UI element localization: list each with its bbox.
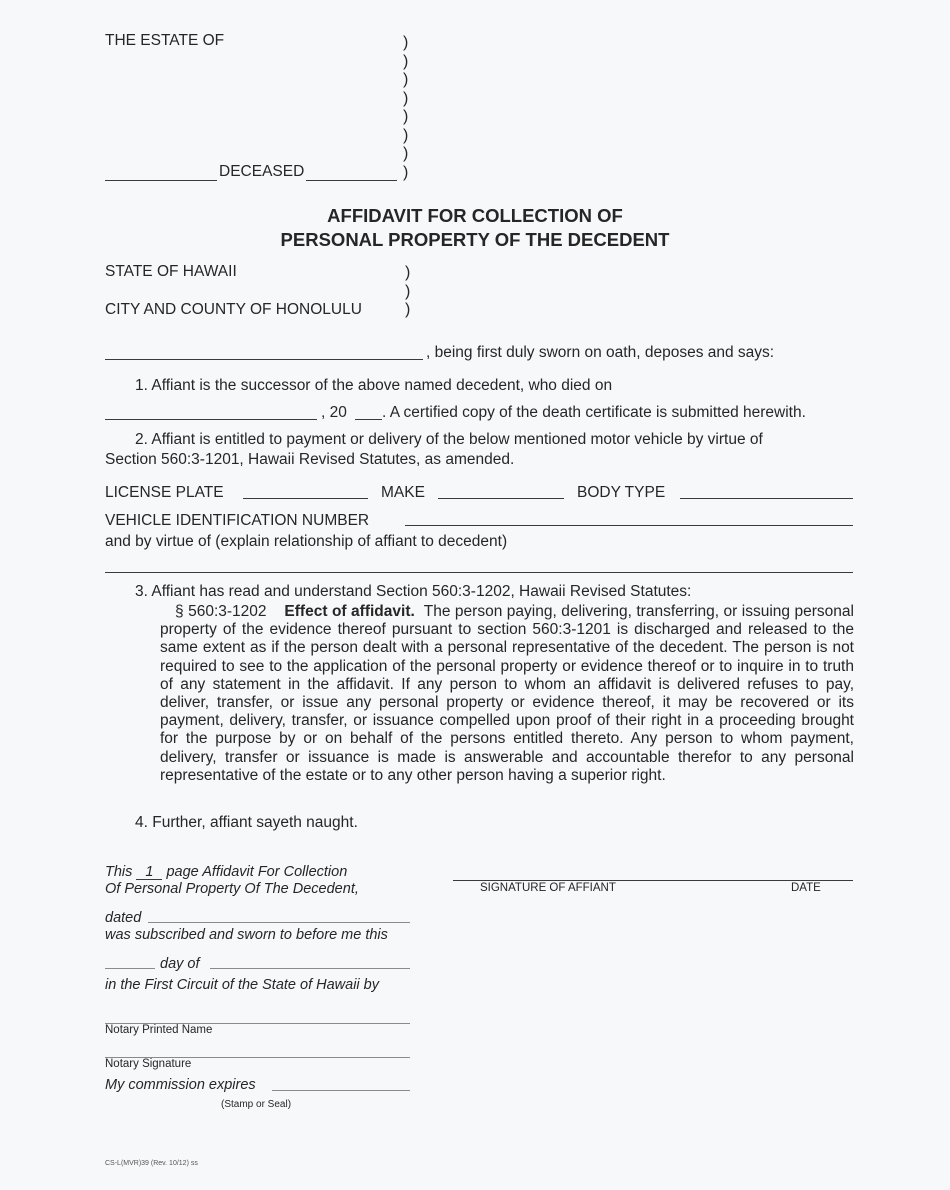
make-line[interactable] bbox=[438, 498, 564, 499]
notary-signature-label: Notary Signature bbox=[105, 1058, 192, 1070]
item-1-text: 1. Affiant is the successor of the above named decedent, who died on bbox=[135, 377, 613, 394]
page-count: 1 bbox=[136, 866, 162, 880]
item-2-text: 2. Affiant is entitled to payment or delivery of the below mentioned motor vehicle by virtue of bbox=[135, 431, 763, 448]
day-of-label: day of bbox=[160, 956, 200, 972]
dated-line[interactable] bbox=[148, 922, 410, 923]
oath-text: , being first duly sworn on oath, deposes and says: bbox=[426, 344, 775, 361]
estate-label: THE ESTATE OF bbox=[105, 32, 225, 49]
license-plate-line[interactable] bbox=[243, 498, 368, 499]
certificate-text: . A certified copy of the death certificate is submitted herewith. bbox=[382, 404, 806, 421]
item-3-text: 3. Affiant has read and understand Section 560:3-1202, Hawaii Revised Statutes: bbox=[135, 583, 692, 600]
sworn-text: was subscribed and sworn to before me this bbox=[105, 927, 388, 943]
statute-body: The person paying, delivering, transferring, or issuing personal property of the evidence thereof pursuant to section 560:3-1201 is discharged and released to the same extent as if the person dealt with a personal representative of the decedent. The person is not required to see to the application of the personal property or evidence thereof or to inquire in to truth of any statement in the affidavit. If any person to whom an affidavit is delivered refuses to pay, deliver, transfer, or issue any personal property or evidence thereof, it may be recovered or its payment, delivery, transfer, or issuance compelled upon proof of their right in a proceeding brought for the purpose by or on behalf of the persons entitled thereto. Any person to whom payment, delivery, transfer or issuance is made is answerable and accountable therefor to any personal representative of the estate or to any other person having a superior right. bbox=[160, 603, 854, 784]
year-prefix: , 20 bbox=[321, 404, 347, 421]
license-plate-label: LICENSE PLATE bbox=[105, 484, 224, 501]
statute-section: § 560:3-1202 bbox=[175, 603, 267, 620]
relationship-line[interactable] bbox=[105, 572, 853, 573]
day-line[interactable] bbox=[105, 968, 155, 969]
caption-parens: ) ) ) ) ) ) ) ) bbox=[403, 34, 409, 181]
stamp-label: (Stamp or Seal) bbox=[221, 1099, 292, 1110]
death-date-line[interactable] bbox=[105, 419, 317, 420]
body-type-label: BODY TYPE bbox=[577, 484, 666, 501]
venue-county: CITY AND COUNTY OF HONOLULU bbox=[105, 301, 362, 318]
commission-label: My commission expires bbox=[105, 1077, 256, 1093]
circuit-text: in the First Circuit of the State of Hawaii by bbox=[105, 977, 379, 993]
statute-paragraph bbox=[160, 603, 854, 785]
jurat-line-2: Of Personal Property Of The Decedent, bbox=[105, 881, 359, 897]
make-label: MAKE bbox=[381, 484, 425, 501]
death-year-line[interactable] bbox=[355, 419, 382, 420]
signature-label: SIGNATURE OF AFFIANT bbox=[480, 882, 616, 894]
venue-parens: ) ) ) bbox=[405, 264, 411, 318]
relationship-label: and by virtue of (explain relationship of affiant to decedent) bbox=[105, 533, 508, 550]
item-2-text-2: Section 560:3-1201, Hawaii Revised Statutes, as amended. bbox=[105, 451, 515, 468]
title-line-2: PERSONAL PROPERTY OF THE DECEDENT bbox=[280, 229, 670, 250]
dated-label: dated bbox=[105, 910, 142, 926]
commission-line[interactable] bbox=[272, 1090, 410, 1091]
title-line-1: AFFIDAVIT FOR COLLECTION OF bbox=[327, 205, 623, 226]
signature-line[interactable] bbox=[453, 880, 853, 881]
body-type-line[interactable] bbox=[680, 498, 853, 499]
statute-heading: Effect of affidavit. bbox=[284, 603, 415, 620]
form-number: CS-L(MVR)39 (Rev. 10/12) ss bbox=[105, 1160, 198, 1167]
deceased-label: DECEASED bbox=[219, 163, 305, 180]
item-4-text: 4. Further, affiant sayeth naught. bbox=[135, 814, 358, 831]
affiant-name-line[interactable] bbox=[105, 359, 423, 360]
venue-state: STATE OF HAWAII bbox=[105, 263, 237, 280]
jurat-line-1: This 1 page Affidavit For Collection bbox=[105, 864, 348, 880]
notary-name-label: Notary Printed Name bbox=[105, 1024, 213, 1036]
vin-line[interactable] bbox=[405, 525, 853, 526]
month-line[interactable] bbox=[210, 968, 410, 969]
vin-label: VEHICLE IDENTIFICATION NUMBER bbox=[105, 512, 370, 529]
signature-date-label: DATE bbox=[791, 882, 821, 894]
